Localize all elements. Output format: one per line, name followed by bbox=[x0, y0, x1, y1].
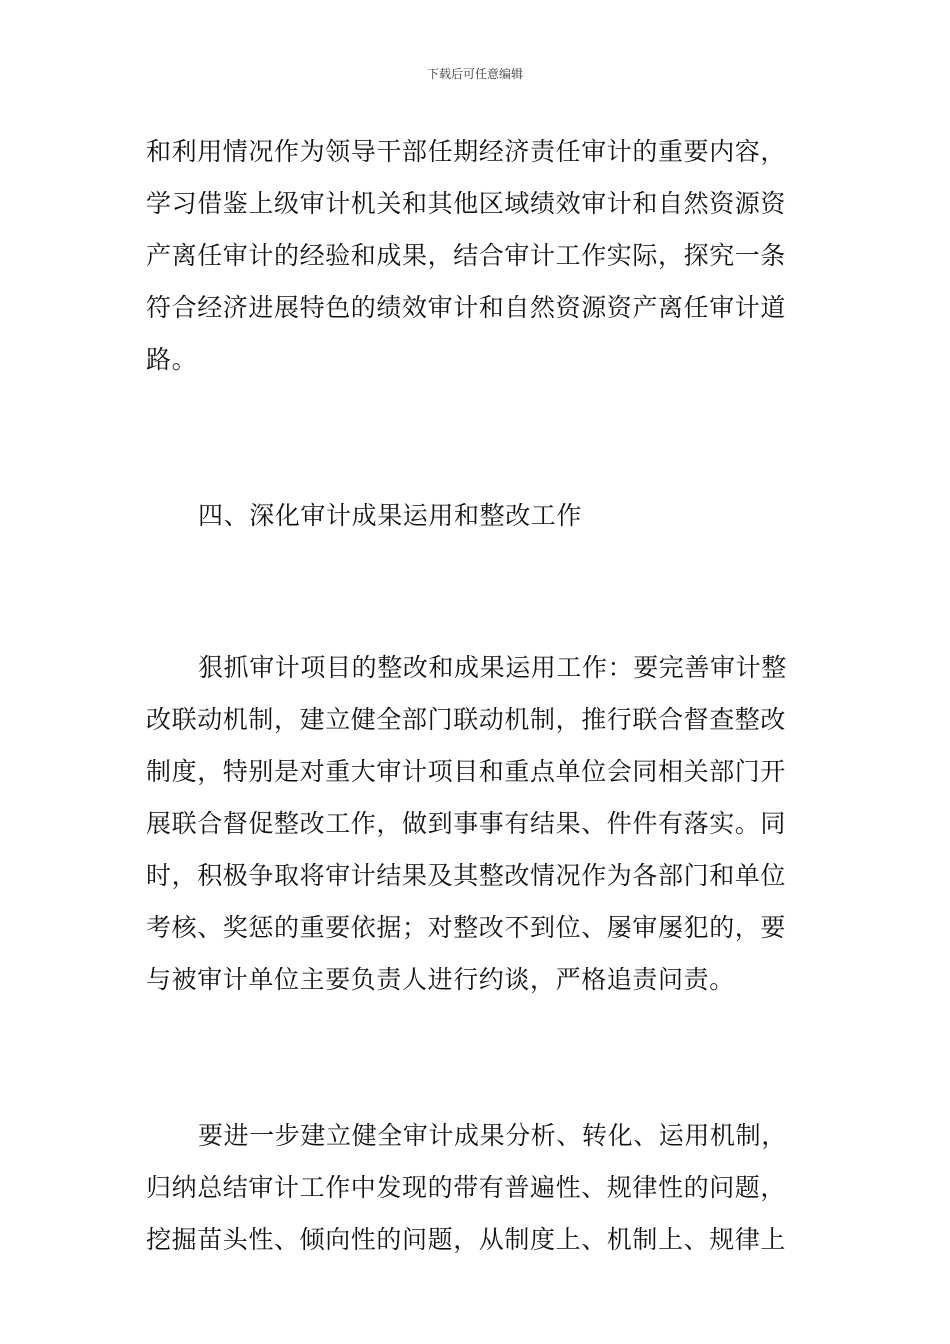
text-line: 改联动机制，建立健全部门联动机制，推行联合督查整改 bbox=[146, 705, 787, 734]
text-line: 展联合督促整改工作，做到事事有结果、件件有落实。同 bbox=[146, 809, 787, 838]
text-line: 产离任审计的经验和成果，结合审计工作实际，探究一条 bbox=[146, 241, 787, 270]
text-line: 学习借鉴上级审计机关和其他区域绩效审计和自然资源资 bbox=[146, 189, 787, 218]
document-body bbox=[146, 126, 810, 1266]
text-line: 与被审计单位主要负责人进行约谈，严格追责问责。 bbox=[146, 965, 735, 994]
text-line: 路。 bbox=[146, 345, 198, 374]
section-heading bbox=[146, 490, 810, 542]
text-line: 狠抓审计项目的整改和成果运用工作：要完善审计整 bbox=[198, 653, 787, 682]
text-line: 考核、奖惩的重要依据；对整改不到位、屡审屡犯的，要 bbox=[146, 913, 787, 942]
paragraph-rectification bbox=[146, 642, 810, 1006]
section-heading-text: 四、深化审计成果运用和整改工作 bbox=[198, 501, 583, 530]
paragraph-continuation bbox=[146, 126, 810, 386]
text-line: 要进一步建立健全审计成果分析、转化、运用机制， bbox=[198, 1121, 787, 1150]
text-line: 符合经济进展特色的绩效审计和自然资源资产离任审计道 bbox=[146, 293, 787, 322]
text-line: 和利用情况作为领导干部任期经济责任审计的重要内容， bbox=[146, 137, 787, 166]
page-header-note: 下载后可任意编辑 bbox=[426, 67, 523, 81]
paragraph-mechanism bbox=[146, 1110, 810, 1266]
text-line: 挖掘苗头性、倾向性的问题，从制度上、机制上、规律上 bbox=[146, 1225, 787, 1254]
text-line: 归纳总结审计工作中发现的带有普遍性、规律性的问题， bbox=[146, 1173, 787, 1202]
text-line: 制度，特别是对重大审计项目和重点单位会同相关部门开 bbox=[146, 757, 787, 786]
text-line: 时，积极争取将审计结果及其整改情况作为各部门和单位 bbox=[146, 861, 787, 890]
